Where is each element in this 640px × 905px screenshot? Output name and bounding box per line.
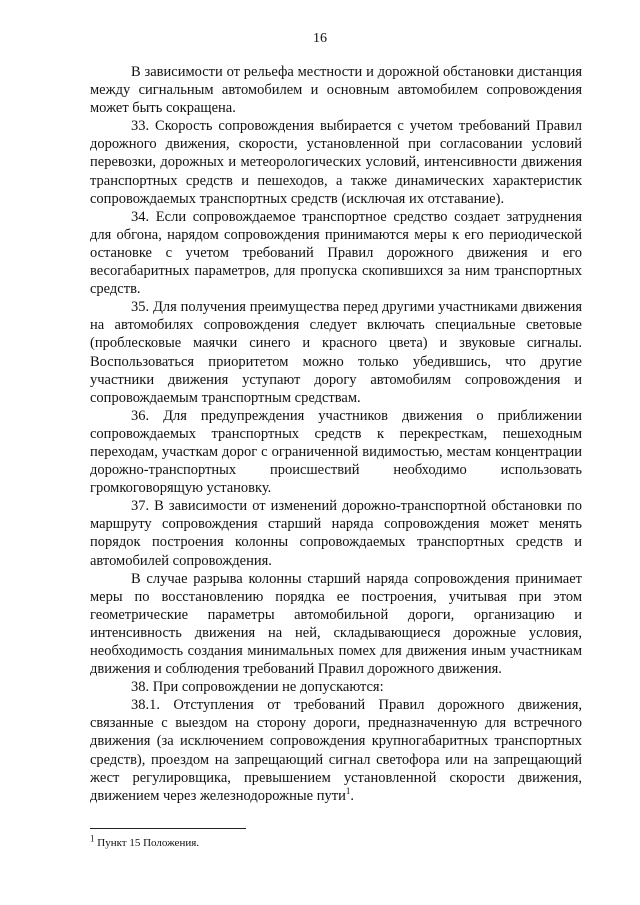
footnote-divider [90, 828, 246, 829]
footnote-marker: 1 [90, 833, 95, 844]
paragraph-33: 33. Скорость сопровождения выбирается с учетом требований Правил дорожного движения, скорости, установленной при согласовании условий перевозки, дорожных и метеорологических условий, интенсивности движения транспортных средств и пешеходов, а также динамических характеристик сопровождаемых транспортных средств (исключая их отставание). [90, 118, 582, 207]
paragraph-38-1 [90, 696, 582, 805]
paragraph-37: 37. В зависимости от изменений дорожно-транспортной обстановки по маршруту сопровождения старший наряда сопровождения может менять порядок построения колонны сопровождаемых транспортных средств и автомобилей сопровождения. [90, 498, 582, 569]
paragraph-38-1-text: 38.1. Отступления от требований Правил дорожного движения, связанные с выездом на сторону дороги, предназначенную для встречного движения (за исключением сопровождения крупногабаритных транспортных средств), проездом на запрещающий сигнал светофора или на запрещающий жест регулировщика, превышением установленной скорости движения, движением через железнодорожные пути [90, 697, 582, 804]
document-body [90, 63, 582, 805]
footnote [90, 833, 582, 850]
paragraph-38-1-end: . [350, 787, 354, 804]
footnote-reference: 1 [345, 785, 351, 796]
paragraph-37-column-break: В случае разрыва колонны старший наряда сопровождения принимает меры по восстановлению порядка ее построения, учитывая при этом геометрические параметры автомобильной дороги, организацию и интенсивность движения на ней, складывающиеся дорожные условия, необходимость создания минимальных помех для движения иным участникам движения и соблюдения требований Правил дорожного движения. [90, 570, 582, 678]
footnote-text: Пункт 15 Положения. [97, 837, 200, 849]
paragraph-36: 36. Для предупреждения участников движения о приближении сопровождаемых транспортных средств к перекресткам, пешеходным переходам, участкам дорог с ограниченной видимостью, местам концентрации дорожно-транспортных происшествий необходимо использовать громкоговорящую установку. [90, 407, 582, 497]
paragraph-distance: В зависимости от рельефа местности и дорожной обстановки дистанция между сигнальным автомобилем и основным автомобилем сопровождения может быть сокращена. [90, 64, 582, 117]
paragraph-34: 34. Если сопровождаемое транспортное средство создает затруднения для обгона, нарядом сопровождения принимаются меры к его периодической остановке с учетом требований Правил дорожного движения и его весогабаритных параметров, для пропуска скопившихся за ним транспортных средств. [90, 208, 582, 298]
paragraph-35: 35. Для получения преимущества перед другими участниками движения на автомобилях сопровождения следует включать специальные световые (проблесковые маячки синего и красного цвета) и звуковые сигналы. Воспользоваться приоритетом можно только убедившись, что другие участники движения уступают дорогу автомобилям сопровождения и сопровождаемым транспортным средствам. [90, 299, 582, 406]
paragraph-38: 38. При сопровождении не допускаются: [131, 679, 384, 696]
page-number: 16 [313, 31, 327, 46]
